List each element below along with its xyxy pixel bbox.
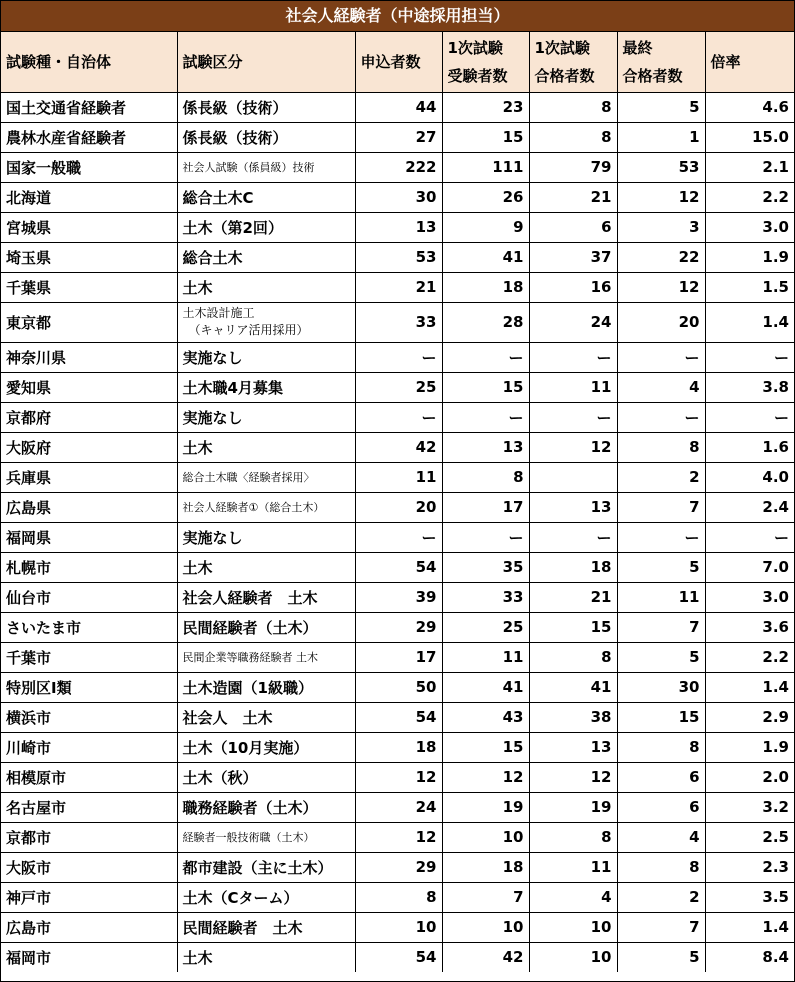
cell-municipality: 京都府 [1,402,177,432]
cell-municipality: 国家一般職 [1,152,177,182]
cell-ratio: 2.3 [705,852,794,882]
cell-first-exam-takers: 42 [442,942,529,972]
cell-category: 社会人経験者①（総合土木） [177,492,355,522]
cell-first-exam-takers: 9 [442,212,529,242]
cell-category [177,302,355,342]
cell-first-exam-takers: 35 [442,552,529,582]
cell-applicants: 17 [355,642,442,672]
cell-municipality: 横浜市 [1,702,177,732]
cell-first-exam-passers: 10 [529,942,617,972]
cell-municipality: 京都市 [1,822,177,852]
cell-first-exam-passers: 8 [529,92,617,122]
table-row [1,792,794,822]
cell-category: 総合土木C [177,182,355,212]
header-final-passers [617,32,705,92]
cell-applicants: 27 [355,122,442,152]
cell-first-exam-takers: 18 [442,852,529,882]
cell-category: 民間経験者（土木） [177,612,355,642]
cell-first-exam-passers: 6 [529,212,617,242]
cell-first-exam-passers: 37 [529,242,617,272]
cell-first-exam-passers: 8 [529,642,617,672]
cell-applicants: 39 [355,582,442,612]
cell-applicants: 42 [355,432,442,462]
header-category: 試験区分 [177,32,355,92]
cell-first-exam-takers: 10 [442,912,529,942]
cell-final-passers: 5 [617,642,705,672]
cell-first-exam-passers: 16 [529,272,617,302]
table-row [1,152,794,182]
cell-first-exam-passers: 15 [529,612,617,642]
cell-category: 係長級（技術） [177,92,355,122]
cell-municipality: 特別区Ⅰ類 [1,672,177,702]
cell-ratio: 4.6 [705,92,794,122]
cell-category-line2: （キャリア活用採用） [188,323,309,337]
cell-final-passers: 4 [617,822,705,852]
cell-applicants: 53 [355,242,442,272]
cell-applicants: 11 [355,462,442,492]
cell-final-passers: 8 [617,732,705,762]
cell-applicants: 24 [355,792,442,822]
cell-municipality: 千葉県 [1,272,177,302]
cell-applicants: 29 [355,852,442,882]
cell-ratio: 3.6 [705,612,794,642]
cell-first-exam-takers: 41 [442,672,529,702]
cell-municipality: 広島市 [1,912,177,942]
table-row [1,702,794,732]
cell-first-exam-passers: 12 [529,432,617,462]
cell-category: 土木（Cターム） [177,882,355,912]
cell-ratio: 1.9 [705,732,794,762]
cell-municipality: 名古屋市 [1,792,177,822]
cell-first-exam-takers: 10 [442,822,529,852]
cell-ratio: 7.0 [705,552,794,582]
cell-applicants: 8 [355,882,442,912]
cell-first-exam-passers: 38 [529,702,617,732]
cell-first-exam-passers: 11 [529,372,617,402]
cell-ratio: 2.2 [705,642,794,672]
cell-applicants: 44 [355,92,442,122]
cell-municipality: 国土交通省経験者 [1,92,177,122]
cell-applicants: 21 [355,272,442,302]
cell-municipality: 大阪市 [1,852,177,882]
cell-category: 社会人試験（係員級）技術 [177,152,355,182]
cell-first-exam-passers: ー [529,342,617,372]
table-row [1,432,794,462]
cell-first-exam-passers [529,462,617,492]
cell-applicants: ー [355,342,442,372]
cell-municipality: 福岡県 [1,522,177,552]
cell-category: 土木造園（1級職） [177,672,355,702]
cell-ratio: 3.2 [705,792,794,822]
cell-final-passers: 20 [617,302,705,342]
cell-ratio: 4.0 [705,462,794,492]
cell-category: 民間企業等職務経験者 土木 [177,642,355,672]
cell-ratio: 1.5 [705,272,794,302]
cell-ratio: ー [705,402,794,432]
cell-first-exam-takers: 25 [442,612,529,642]
cell-category: 土木 [177,272,355,302]
cell-applicants: 12 [355,822,442,852]
table-row [1,642,794,672]
cell-first-exam-passers: 21 [529,182,617,212]
cell-first-exam-takers: ー [442,522,529,552]
table-row [1,402,794,432]
header-first-exam-passers-line1: 1次試験 [534,38,590,57]
table-row [1,882,794,912]
header-applicants: 申込者数 [355,32,442,92]
cell-final-passers: 22 [617,242,705,272]
table-row [1,372,794,402]
table-row [1,942,794,972]
cell-municipality: 北海道 [1,182,177,212]
cell-category: 土木（10月実施） [177,732,355,762]
cell-first-exam-passers: ー [529,402,617,432]
cell-municipality: 東京都 [1,302,177,342]
cell-first-exam-takers: 15 [442,372,529,402]
cell-final-passers: ー [617,402,705,432]
cell-ratio: 3.8 [705,372,794,402]
table-row [1,732,794,762]
table-row [1,92,794,122]
cell-applicants: ー [355,402,442,432]
table-row [1,852,794,882]
cell-ratio: 3.5 [705,882,794,912]
cell-final-passers: 1 [617,122,705,152]
cell-first-exam-takers: 41 [442,242,529,272]
cell-final-passers: ー [617,522,705,552]
cell-first-exam-passers: 21 [529,582,617,612]
cell-municipality: 札幌市 [1,552,177,582]
cell-applicants: 10 [355,912,442,942]
cell-first-exam-takers: ー [442,342,529,372]
cell-final-passers: 12 [617,272,705,302]
cell-ratio: 1.4 [705,912,794,942]
cell-final-passers: 7 [617,912,705,942]
cell-category: 土木 [177,942,355,972]
cell-final-passers: 3 [617,212,705,242]
cell-municipality: 千葉市 [1,642,177,672]
cell-first-exam-passers: 18 [529,552,617,582]
cell-first-exam-passers: 8 [529,122,617,152]
cell-final-passers: 8 [617,852,705,882]
cell-ratio: 1.6 [705,432,794,462]
cell-municipality: 仙台市 [1,582,177,612]
cell-municipality: 神奈川県 [1,342,177,372]
header-first-exam-passers [529,32,617,92]
cell-first-exam-passers: 4 [529,882,617,912]
cell-first-exam-passers: 13 [529,492,617,522]
cell-category: 実施なし [177,522,355,552]
cell-ratio: 2.9 [705,702,794,732]
cell-first-exam-takers: 33 [442,582,529,612]
cell-ratio: 8.4 [705,942,794,972]
header-first-exam-takers-line1: 1次試験 [447,38,503,57]
cell-applicants: ー [355,522,442,552]
cell-ratio: 1.9 [705,242,794,272]
header-municipality: 試験種・自治体 [1,32,177,92]
cell-first-exam-takers: 15 [442,122,529,152]
cell-municipality: 農林水産省経験者 [1,122,177,152]
cell-applicants: 222 [355,152,442,182]
cell-first-exam-takers: 23 [442,92,529,122]
cell-municipality: 兵庫県 [1,462,177,492]
cell-first-exam-passers: 19 [529,792,617,822]
cell-applicants: 33 [355,302,442,342]
cell-ratio: ー [705,342,794,372]
cell-first-exam-passers: 8 [529,822,617,852]
cell-final-passers: 5 [617,942,705,972]
cell-category: 係長級（技術） [177,122,355,152]
cell-final-passers: 2 [617,462,705,492]
table-row [1,122,794,152]
cell-first-exam-takers: 12 [442,762,529,792]
header-first-exam-takers-line2: 受験者数 [447,66,508,85]
cell-ratio: 3.0 [705,582,794,612]
cell-category: 総合土木職〈経験者採用〉 [177,462,355,492]
cell-ratio: 2.4 [705,492,794,522]
cell-category: 土木職4月募集 [177,372,355,402]
cell-final-passers: 15 [617,702,705,732]
cell-applicants: 20 [355,492,442,522]
cell-municipality: さいたま市 [1,612,177,642]
cell-ratio: 2.0 [705,762,794,792]
cell-ratio: 2.1 [705,152,794,182]
cell-first-exam-takers: ー [442,402,529,432]
cell-final-passers: 53 [617,152,705,182]
cell-final-passers: 30 [617,672,705,702]
header-final-passers-line1: 最終 [622,38,653,57]
cell-category: 社会人経験者 土木 [177,582,355,612]
cell-final-passers: 8 [617,432,705,462]
cell-first-exam-passers: 13 [529,732,617,762]
cell-municipality: 福岡市 [1,942,177,972]
table-body [1,92,794,972]
table-row [1,612,794,642]
cell-final-passers: 5 [617,92,705,122]
cell-first-exam-takers: 19 [442,792,529,822]
cell-first-exam-passers: 41 [529,672,617,702]
cell-category: 土木（秋） [177,762,355,792]
cell-municipality: 大阪府 [1,432,177,462]
cell-applicants: 12 [355,762,442,792]
cell-category-line1: 土木設計施工 [182,306,255,320]
cell-category: 民間経験者 土木 [177,912,355,942]
cell-municipality: 神戸市 [1,882,177,912]
cell-ratio: 2.5 [705,822,794,852]
table-row [1,182,794,212]
cell-ratio: 15.0 [705,122,794,152]
results-table [1,32,794,972]
cell-final-passers: 4 [617,372,705,402]
cell-first-exam-passers: 24 [529,302,617,342]
cell-municipality: 相模原市 [1,762,177,792]
cell-applicants: 54 [355,942,442,972]
table-row [1,672,794,702]
cell-first-exam-takers: 8 [442,462,529,492]
table-row [1,582,794,612]
cell-category: 経験者一般技術職（土木） [177,822,355,852]
cell-first-exam-takers: 111 [442,152,529,182]
cell-first-exam-passers: ー [529,522,617,552]
cell-applicants: 25 [355,372,442,402]
table-row [1,212,794,242]
cell-category: 総合土木 [177,242,355,272]
table-row [1,762,794,792]
cell-final-passers: 6 [617,792,705,822]
cell-ratio: ー [705,522,794,552]
header-ratio: 倍率 [705,32,794,92]
cell-ratio: 3.0 [705,212,794,242]
cell-applicants: 18 [355,732,442,762]
cell-category: 土木（第2回） [177,212,355,242]
cell-final-passers: 5 [617,552,705,582]
cell-municipality: 川崎市 [1,732,177,762]
cell-applicants: 54 [355,702,442,732]
cell-final-passers: 7 [617,492,705,522]
cell-final-passers: 11 [617,582,705,612]
header-first-exam-takers [442,32,529,92]
cell-first-exam-passers: 79 [529,152,617,182]
table-row [1,822,794,852]
cell-final-passers: 2 [617,882,705,912]
cell-ratio: 2.2 [705,182,794,212]
cell-first-exam-passers: 11 [529,852,617,882]
cell-municipality: 埼玉県 [1,242,177,272]
cell-applicants: 54 [355,552,442,582]
header-final-passers-line2: 合格者数 [622,66,683,85]
cell-category: 職務経験者（土木） [177,792,355,822]
cell-first-exam-passers: 12 [529,762,617,792]
table-row [1,912,794,942]
cell-first-exam-takers: 28 [442,302,529,342]
cell-final-passers: 12 [617,182,705,212]
cell-first-exam-takers: 17 [442,492,529,522]
cell-first-exam-takers: 43 [442,702,529,732]
table-row [1,342,794,372]
cell-first-exam-takers: 26 [442,182,529,212]
cell-first-exam-takers: 18 [442,272,529,302]
cell-first-exam-takers: 15 [442,732,529,762]
cell-municipality: 宮城県 [1,212,177,242]
cell-municipality: 広島県 [1,492,177,522]
cell-first-exam-passers: 10 [529,912,617,942]
cell-first-exam-takers: 11 [442,642,529,672]
table-row [1,492,794,522]
cell-category: 土木 [177,552,355,582]
cell-ratio: 1.4 [705,672,794,702]
table-title: 社会人経験者（中途採用担当） [1,1,794,32]
cell-applicants: 30 [355,182,442,212]
cell-final-passers: 7 [617,612,705,642]
cell-first-exam-takers: 7 [442,882,529,912]
cell-category: 土木 [177,432,355,462]
table-row [1,522,794,552]
cell-final-passers: ー [617,342,705,372]
cell-category: 都市建設（主に土木） [177,852,355,882]
table-row [1,462,794,492]
cell-applicants: 13 [355,212,442,242]
cell-applicants: 29 [355,612,442,642]
table-row [1,552,794,582]
cell-applicants: 50 [355,672,442,702]
header-row [1,32,794,92]
table-row [1,242,794,272]
cell-category: 実施なし [177,342,355,372]
cell-final-passers: 6 [617,762,705,792]
table-row [1,272,794,302]
cell-ratio: 1.4 [705,302,794,342]
cell-municipality: 愛知県 [1,372,177,402]
header-first-exam-passers-line2: 合格者数 [534,66,595,85]
cell-category: 実施なし [177,402,355,432]
table-row [1,302,794,342]
cell-category: 社会人 土木 [177,702,355,732]
cell-first-exam-takers: 13 [442,432,529,462]
